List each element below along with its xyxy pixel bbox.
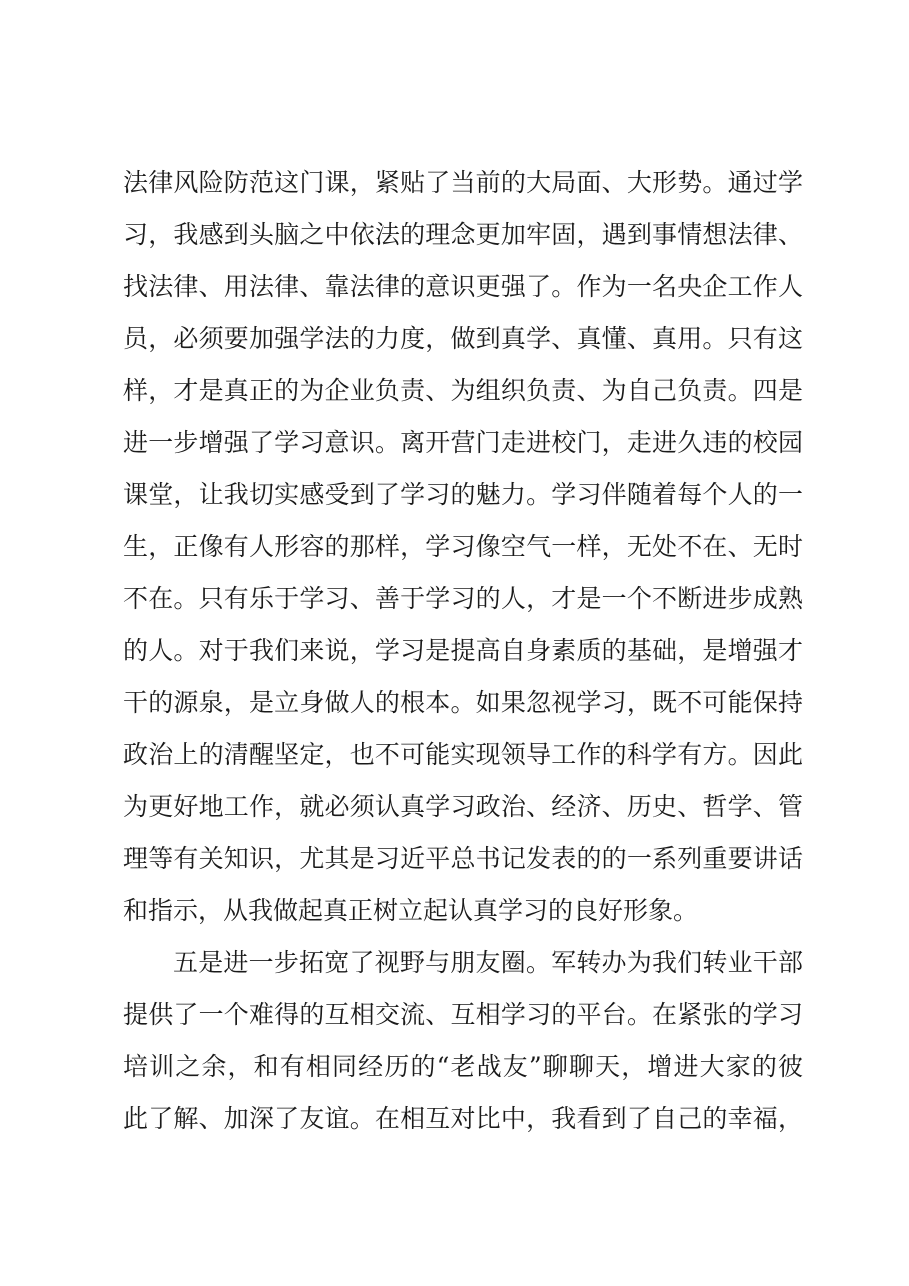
text-line: 习，我感到头脑之中依法的理念更加牢固，遇到事情想法律、: [123, 220, 803, 249]
text-line: 提供了一个难得的互相交流、互相学习的平台。在紧张的学习: [123, 1000, 803, 1029]
text-line: 的人。对于我们来说，学习是提高自身素质的基础，是增强才: [123, 636, 803, 665]
paragraph-first-line: 五是进一步拓宽了视野与朋友圈。军转办为我们转业干部: [173, 948, 803, 977]
text-line: 不在。只有乐于学习、善于学习的人，才是一个不断进步成熟: [123, 584, 803, 613]
text-line: 找法律、用法律、靠法律的意识更强了。作为一名央企工作人: [123, 272, 803, 301]
text-line: 为更好地工作，就必须认真学习政治、经济、历史、哲学、管: [123, 792, 803, 821]
text-line: 干的源泉，是立身做人的根本。如果忽视学习，既不可能保持: [123, 688, 803, 717]
text-line: 理等有关知识，尤其是习近平总书记发表的的一系列重要讲话: [123, 844, 803, 873]
text-line: 进一步增强了学习意识。离开营门走进校门，走进久违的校园: [123, 428, 803, 457]
text-line: 法律风险防范这门课，紧贴了当前的大局面、大形势。通过学: [123, 168, 803, 197]
text-line: 课堂，让我切实感受到了学习的魅力。学习伴随着每个人的一: [123, 480, 803, 509]
text-line: 培训之余，和有相同经历的“老战友”聊聊天，增进大家的彼: [123, 1052, 803, 1081]
text-line: 生，正像有人形容的那样，学习像空气一样，无处不在、无时: [123, 532, 803, 561]
text-line: 员，必须要加强学法的力度，做到真学、真懂、真用。只有这: [123, 324, 803, 353]
text-line: 样，才是真正的为企业负责、为组织负责、为自己负责。四是: [123, 376, 803, 405]
text-line: 和指示，从我做起真正树立起认真学习的良好形象。: [123, 896, 699, 925]
text-line: 政治上的清醒坚定，也不可能实现领导工作的科学有方。因此: [123, 740, 803, 769]
text-line: 此了解、加深了友谊。在相互对比中，我看到了自己的幸福，: [123, 1104, 803, 1133]
